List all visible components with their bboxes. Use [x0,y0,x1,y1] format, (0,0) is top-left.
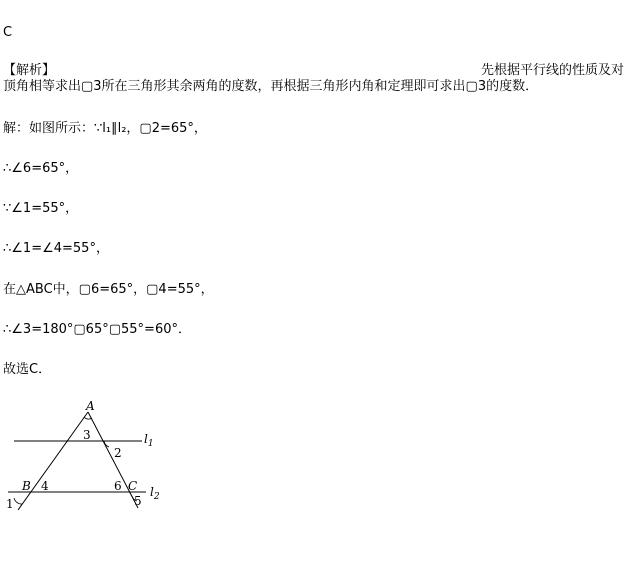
label-angle-5: 5 [134,494,142,508]
label-l1: $l_1$ [144,432,154,449]
analysis-tag: 【解析】 [3,63,56,78]
angle-arc-2 [104,441,109,447]
label-angle-4: 4 [41,479,49,493]
label-c: C [128,479,138,493]
label-angle-1: 1 [6,497,14,511]
solution-step-4: ∴∠1=∠4=55°， [3,241,109,256]
label-l2: $l_2$ [150,485,160,502]
solution-step-1: 解：如图所示：∵l₁∥l₂，▢2=65°， [3,121,207,136]
label-b: B [22,479,31,493]
answer-letter: C [3,25,13,40]
solution-step-2: ∴∠6=65°， [3,161,79,176]
label-angle-2: 2 [114,446,122,460]
label-angle-3: 3 [83,428,91,442]
analysis-line-2: 顶角相等求出▢3所在三角形其余两角的度数，再根据三角形内角和定理即可求出▢3的度数． [3,79,539,94]
solution-step-7: 故选C． [3,362,52,377]
solution-step-3: ∵∠1=55°， [3,201,79,216]
analysis-line-1: 先根据平行线的性质及对 [480,63,624,78]
side-ab [18,412,88,510]
geometry-figure [0,395,200,520]
label-a: A [86,399,95,413]
solution-step-6: ∴∠3=180°▢65°▢55°=60°． [3,322,191,337]
side-ac [88,412,138,508]
angle-arc-1 [14,498,22,504]
solution-step-5: 在△ABC中，▢6=65°，▢4=55°， [3,282,214,297]
label-angle-6: 6 [114,479,122,493]
